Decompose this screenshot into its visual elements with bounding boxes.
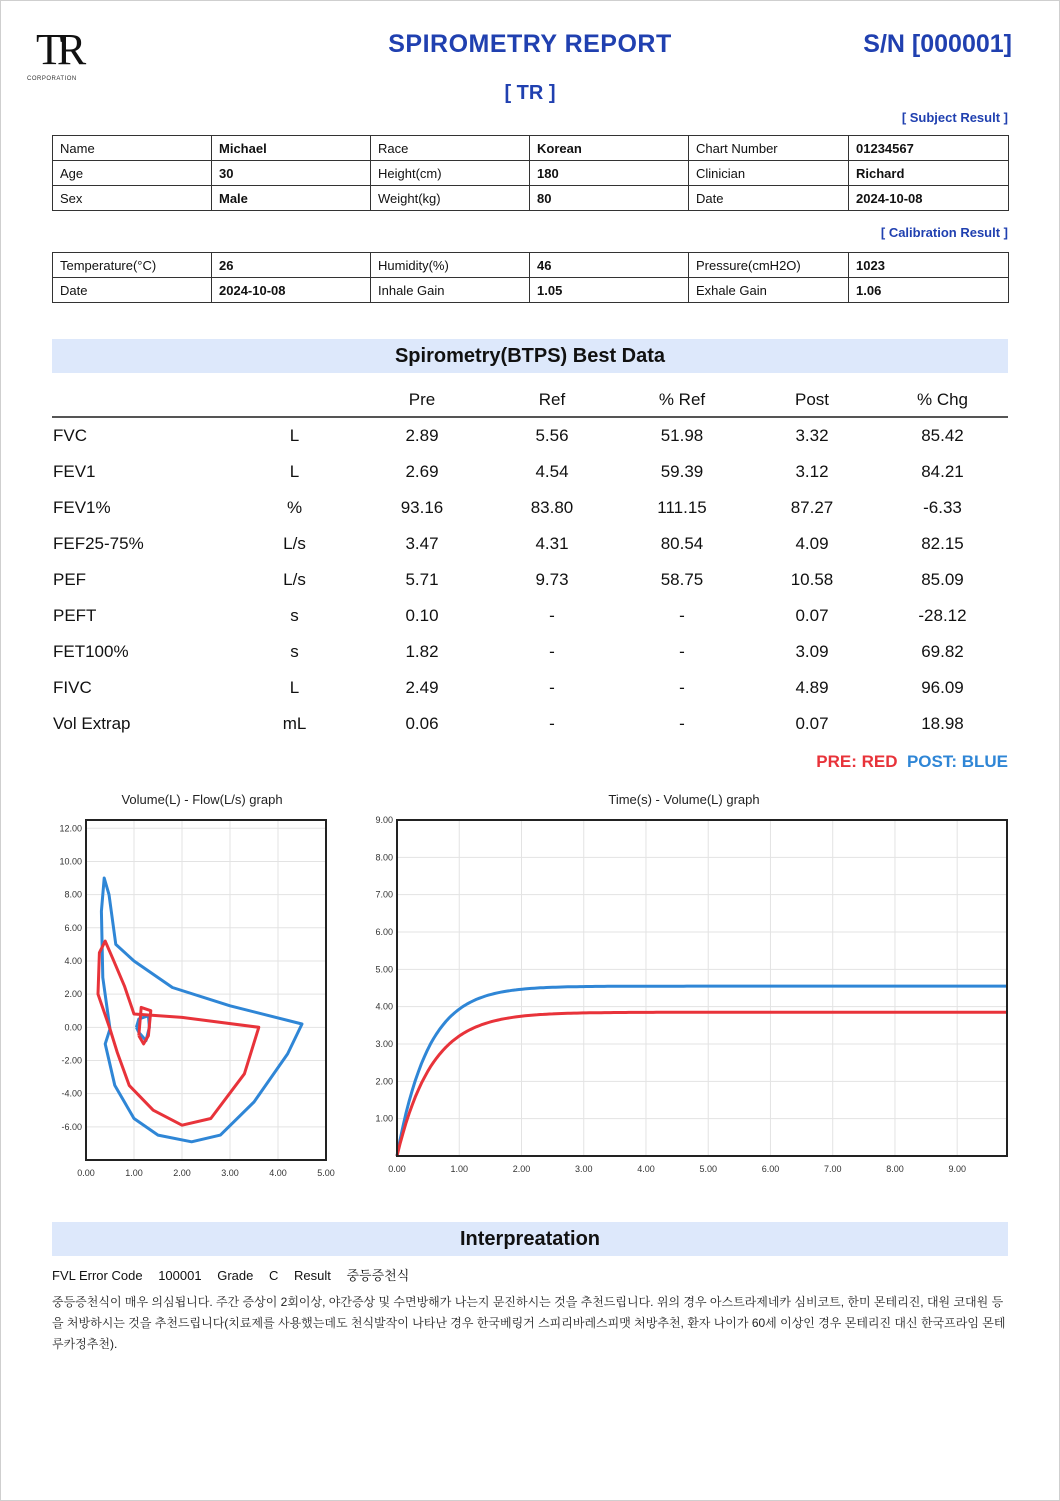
y-tick-label: 10.00 — [59, 856, 82, 867]
y-tick-label: 2.00 — [375, 1076, 393, 1087]
best-data-cell: FIVC — [53, 678, 92, 697]
best-data-cell: 0.07 — [795, 606, 829, 625]
y-tick-label: 0.00 — [64, 1022, 82, 1033]
x-tick-label: 8.00 — [886, 1164, 904, 1174]
x-tick-label: 5.00 — [317, 1168, 335, 1178]
calibration-label-cell: Pressure(cmH2O) — [689, 253, 849, 278]
subject-row — [53, 161, 1009, 186]
best-data-cell: 4.54 — [535, 462, 569, 481]
best-data-cell: 9.73 — [535, 570, 569, 589]
best-data-cell: - — [549, 642, 555, 661]
best-data-cell: L — [289, 462, 300, 481]
best-data-cell: PEF — [53, 570, 87, 589]
y-tick-label: 3.00 — [375, 1039, 393, 1049]
calibration-label-cell: Humidity(%) — [371, 253, 530, 278]
best-data-cell: 0.06 — [405, 714, 439, 733]
best-data-cell: - — [679, 642, 685, 661]
best-data-cell: 111.15 — [657, 498, 707, 517]
subject-value-cell: Michael — [212, 136, 371, 161]
result-label: Result — [293, 1268, 331, 1283]
x-tick-label: 7.00 — [823, 1164, 842, 1174]
chart-legend — [816, 752, 1008, 772]
x-tick-label: 1.00 — [450, 1164, 469, 1174]
calibration-value-cell: 46 — [530, 253, 689, 278]
best-data-cell: 85.42 — [921, 426, 964, 445]
best-data-header — [52, 384, 232, 417]
subject-label-cell: Sex — [53, 186, 212, 211]
y-tick-label: 7.00 — [375, 889, 393, 900]
best-data-banner: Spirometry(BTPS) Best Data — [52, 339, 1008, 373]
subject-value-cell: 80 — [530, 186, 689, 211]
x-tick-label: 2.00 — [512, 1164, 531, 1174]
best-data-cell: s — [290, 606, 299, 625]
subject-row — [53, 136, 1009, 161]
best-data-cell: 1.82 — [405, 642, 439, 661]
best-data-header: Pre — [357, 384, 487, 417]
best-data-cell: 87.27 — [790, 498, 834, 517]
best-data-cell: 82.15 — [921, 534, 964, 553]
best-data-cell: - — [679, 606, 685, 625]
best-data-cell: - — [549, 678, 555, 697]
x-tick-label: 3.00 — [221, 1168, 239, 1178]
table-row — [52, 706, 1008, 742]
report-subtitle: [ TR ] — [504, 82, 556, 104]
best-data-cell: PEFT — [53, 606, 97, 625]
x-tick-label: 3.00 — [574, 1164, 593, 1174]
calibration-value-cell: 26 — [212, 253, 371, 278]
best-data-header: Ref — [487, 384, 617, 417]
flow-volume-title: Volume(L) - Flow(L/s) graph — [121, 792, 283, 807]
calibration-result-label: [ Calibration Result ] — [880, 225, 1008, 240]
best-data-cell: L/s — [283, 570, 306, 589]
best-data-cell: 59.39 — [660, 462, 704, 481]
company-logo-subtitle: CORPORATION — [27, 76, 77, 82]
best-data-cell: mL — [282, 714, 307, 733]
interpretation-summary — [52, 1265, 421, 1284]
best-data-cell: FET100% — [53, 642, 129, 661]
table-row — [52, 417, 1008, 454]
subject-value-cell: Male — [212, 186, 371, 211]
subject-value-cell: 30 — [212, 161, 371, 186]
best-data-cell: 5.56 — [535, 426, 569, 445]
grade-value: C — [268, 1268, 279, 1283]
legend-post: POST: BLUE — [906, 752, 1008, 771]
table-row — [52, 454, 1008, 490]
best-data-cell: FEV1% — [53, 498, 111, 517]
subject-label-cell: Age — [53, 161, 212, 186]
serial-number: S/N [000001] — [863, 30, 1012, 58]
calibration-value-cell: 1023 — [849, 253, 1009, 278]
best-data-cell: 3.32 — [795, 426, 829, 445]
best-data-cell: Vol Extrap — [53, 714, 131, 733]
subject-label-cell: Name — [53, 136, 212, 161]
best-data-cell: -28.12 — [918, 606, 967, 625]
best-data-cell: 84.21 — [921, 462, 964, 481]
best-data-cell: FEF25-75% — [53, 534, 144, 553]
y-tick-label: 4.00 — [375, 1001, 393, 1012]
best-data-cell: 3.47 — [405, 534, 439, 553]
y-tick-label: 4.00 — [64, 955, 82, 966]
subject-label-cell: Race — [371, 136, 530, 161]
y-tick-label: 8.00 — [64, 889, 82, 900]
subject-label-cell: Chart Number — [689, 136, 849, 161]
best-data-cell: 18.98 — [921, 714, 964, 733]
best-data-cell: -6.33 — [923, 498, 962, 517]
result-value: 중등증천식 — [346, 1268, 410, 1283]
subject-value-cell: 180 — [530, 161, 689, 186]
table-row — [52, 670, 1008, 706]
y-tick-label: 2.00 — [64, 989, 82, 1000]
table-row — [52, 562, 1008, 598]
y-tick-label: -4.00 — [61, 1088, 82, 1099]
best-data-cell: 2.69 — [405, 462, 439, 481]
subject-result-label: [ Subject Result ] — [901, 110, 1008, 125]
best-data-cell: 2.89 — [405, 426, 439, 445]
x-tick-label: 6.00 — [761, 1164, 780, 1174]
error-code-value: 100001 — [158, 1268, 202, 1283]
y-tick-label: 12.00 — [59, 823, 82, 834]
best-data-cell: 2.49 — [405, 678, 439, 697]
x-tick-label: 0.00 — [388, 1164, 406, 1174]
subject-value-cell: 01234567 — [849, 136, 1009, 161]
subject-label-cell: Height(cm) — [371, 161, 530, 186]
grade-label: Grade — [217, 1268, 254, 1283]
subject-value-cell: 2024-10-08 — [849, 186, 1009, 211]
x-tick-label: 4.00 — [637, 1164, 655, 1174]
calibration-label-cell: Temperature(°C) — [53, 253, 212, 278]
best-data-cell: 58.75 — [660, 570, 704, 589]
legend-pre: PRE: RED — [816, 752, 898, 771]
best-data-cell: 51.98 — [660, 426, 704, 445]
company-logo: TR — [36, 25, 81, 74]
best-data-cell: % — [286, 498, 303, 517]
x-tick-label: 4.00 — [269, 1168, 287, 1178]
subject-table — [52, 135, 1009, 211]
calibration-value-cell: 2024-10-08 — [212, 278, 371, 303]
best-data-cell: FVC — [53, 426, 87, 445]
interpretation-banner: Interpreatation — [52, 1222, 1008, 1256]
error-code-label: FVL Error Code — [52, 1268, 143, 1283]
y-tick-label: 1.00 — [375, 1113, 393, 1124]
subject-value-cell: Korean — [530, 136, 689, 161]
report-title: SPIROMETRY REPORT — [388, 30, 672, 58]
best-data-cell: 96.09 — [921, 678, 964, 697]
x-tick-label: 1.00 — [125, 1168, 143, 1178]
best-data-table — [52, 384, 1008, 742]
x-tick-label: 0.00 — [77, 1168, 95, 1178]
y-tick-label: -6.00 — [61, 1121, 82, 1132]
calibration-label-cell: Exhale Gain — [689, 278, 849, 303]
best-data-cell: L — [289, 426, 300, 445]
subject-value-cell: Richard — [849, 161, 1009, 186]
best-data-header — [232, 384, 357, 417]
subject-label-cell: Date — [689, 186, 849, 211]
subject-row — [53, 186, 1009, 211]
y-tick-label: 6.00 — [64, 922, 82, 933]
calibration-value-cell: 1.05 — [530, 278, 689, 303]
best-data-cell: 10.58 — [790, 570, 834, 589]
best-data-header: Post — [747, 384, 877, 417]
best-data-cell: - — [679, 714, 685, 733]
interpretation-text: 중등증천식이 매우 의심됩니다. 주간 증상이 2회이상, 야간증상 및 수면방해가 나는지 문진하시는 것을 추천드립니다. 위의 경우 아스트라제네카 심비코트, 한미 몬테리진, 대원 코대원 등을 처방하시는 것을 추천드립니다(치료제를 사용했는데도 천식발작이 나타난 경우 한국베링거 스피리바레스피맷 처방추천, 환자 나이가 60세 이상인 경우 몬테리진 대신 한국프라임 몬테루카정추천). — [52, 1295, 1006, 1351]
best-data-cell: - — [549, 714, 555, 733]
best-data-cell: 85.09 — [921, 570, 964, 589]
best-data-cell: - — [549, 606, 555, 625]
calibration-table — [52, 252, 1009, 303]
best-data-cell: FEV1 — [53, 462, 96, 481]
y-tick-label: 8.00 — [375, 852, 393, 863]
best-data-header: % Chg — [877, 384, 1008, 417]
table-row — [52, 526, 1008, 562]
best-data-cell: 4.31 — [535, 534, 569, 553]
table-row — [52, 598, 1008, 634]
best-data-header: % Ref — [617, 384, 747, 417]
best-data-cell: 93.16 — [400, 498, 444, 517]
best-data-cell: 3.09 — [795, 642, 829, 661]
table-row — [52, 634, 1008, 670]
volume-time-chart — [355, 810, 1015, 1185]
x-tick-label: 2.00 — [173, 1168, 191, 1178]
best-data-cell: L — [289, 678, 300, 697]
calibration-row — [53, 253, 1009, 278]
series-line-pre — [397, 1012, 1007, 1156]
x-tick-label: 9.00 — [948, 1164, 966, 1174]
best-data-cell: 0.10 — [405, 606, 439, 625]
best-data-cell: 3.12 — [795, 462, 829, 481]
calibration-label-cell: Inhale Gain — [371, 278, 530, 303]
calibration-value-cell: 1.06 — [849, 278, 1009, 303]
flow-volume-chart — [40, 810, 345, 1180]
best-data-cell: 69.82 — [921, 642, 964, 661]
best-data-cell: 4.09 — [795, 534, 829, 553]
x-tick-label: 5.00 — [699, 1164, 717, 1174]
best-data-cell: L/s — [283, 534, 306, 553]
best-data-cell: s — [290, 642, 299, 661]
best-data-cell: 5.71 — [405, 570, 439, 589]
best-data-cell: 0.07 — [795, 714, 829, 733]
best-data-cell: 4.89 — [795, 678, 829, 697]
subject-label-cell: Weight(kg) — [371, 186, 530, 211]
volume-time-title: Time(s) - Volume(L) graph — [608, 792, 760, 807]
best-data-cell: 80.54 — [660, 534, 704, 553]
best-data-cell: 83.80 — [530, 498, 574, 517]
table-row — [52, 490, 1008, 526]
calibration-label-cell: Date — [53, 278, 212, 303]
subject-label-cell: Clinician — [689, 161, 849, 186]
y-tick-label: 6.00 — [375, 927, 393, 937]
best-data-cell: - — [679, 678, 685, 697]
y-tick-label: 9.00 — [375, 815, 393, 825]
y-tick-label: 5.00 — [375, 964, 393, 975]
y-tick-label: -2.00 — [61, 1055, 82, 1066]
calibration-row — [53, 278, 1009, 303]
